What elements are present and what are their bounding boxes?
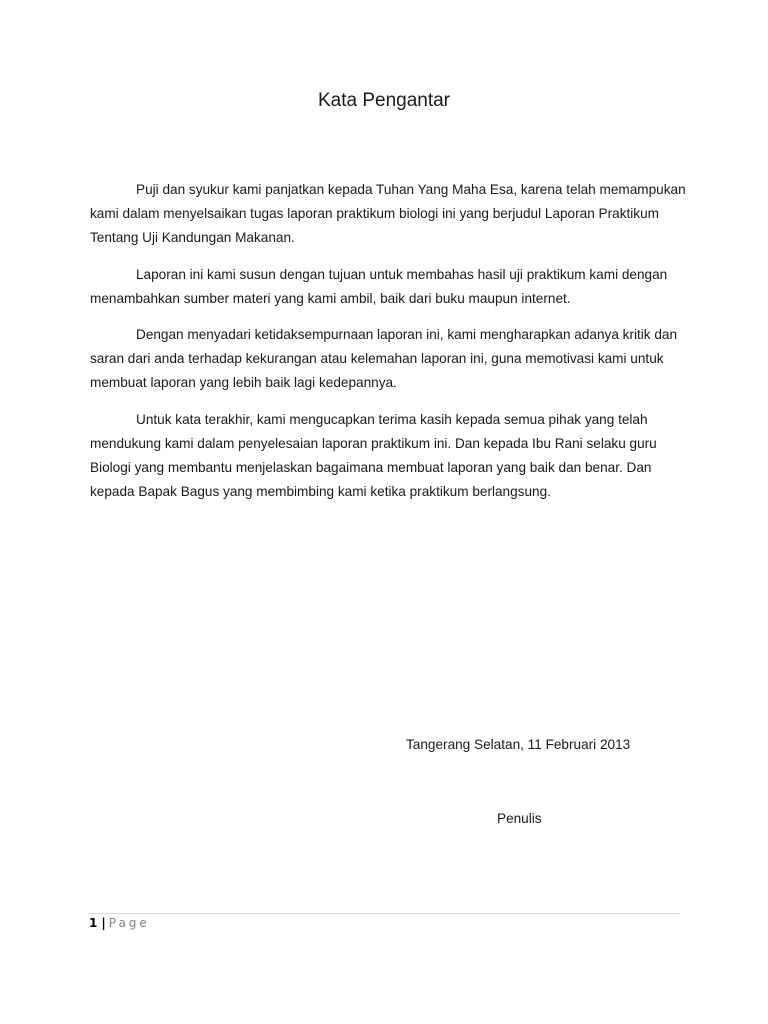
page-label: Page: [108, 916, 150, 930]
paragraph-3: Dengan menyadari ketidaksempurnaan laporan ini, kami mengharapkan adanya kritik dan saran dari anda terhadap kekurangan atau kelemahan laporan ini, guna memotivasi kami untuk membuat laporan yang lebih baik lagi kedepannya.: [90, 327, 678, 391]
page-separator: |: [101, 916, 106, 930]
page-footer: [89, 914, 150, 932]
paragraph-4: Untuk kata terakhir, kami mengucapkan terima kasih kepada semua pihak yang telah mendukung kami dalam penyelesaian laporan praktikum ini. Dan kepada Ibu Rani selaku guru Biologi yang membantu menjelaskan bagaimana membuat laporan yang baik dan benar. Dan kepada Bapak Bagus yang membimbing kami ketika praktikum berlangsung.: [90, 411, 657, 500]
author-signature: Penulis: [497, 811, 542, 826]
place-date: Tangerang Selatan, 11 Februari 2013: [406, 737, 631, 752]
paragraph-2: Laporan ini kami susun dengan tujuan untuk membahas hasil uji praktikum kami dengan menambahkan sumber materi yang kami ambil, baik dari buku maupun internet.: [90, 266, 668, 306]
page-title: Kata Pengantar: [317, 90, 451, 111]
page-number: 1: [89, 916, 98, 930]
body-text: [90, 178, 690, 516]
footer-divider: [89, 913, 680, 914]
paragraph-1: Puji dan syukur kami panjatkan kepada Tuhan Yang Maha Esa, karena telah memampukan kami dalam menyelsaikan tugas laporan praktikum biologi ini yang berjudul Laporan Praktikum Tentang Uji Kandungan Makanan.: [90, 182, 686, 246]
